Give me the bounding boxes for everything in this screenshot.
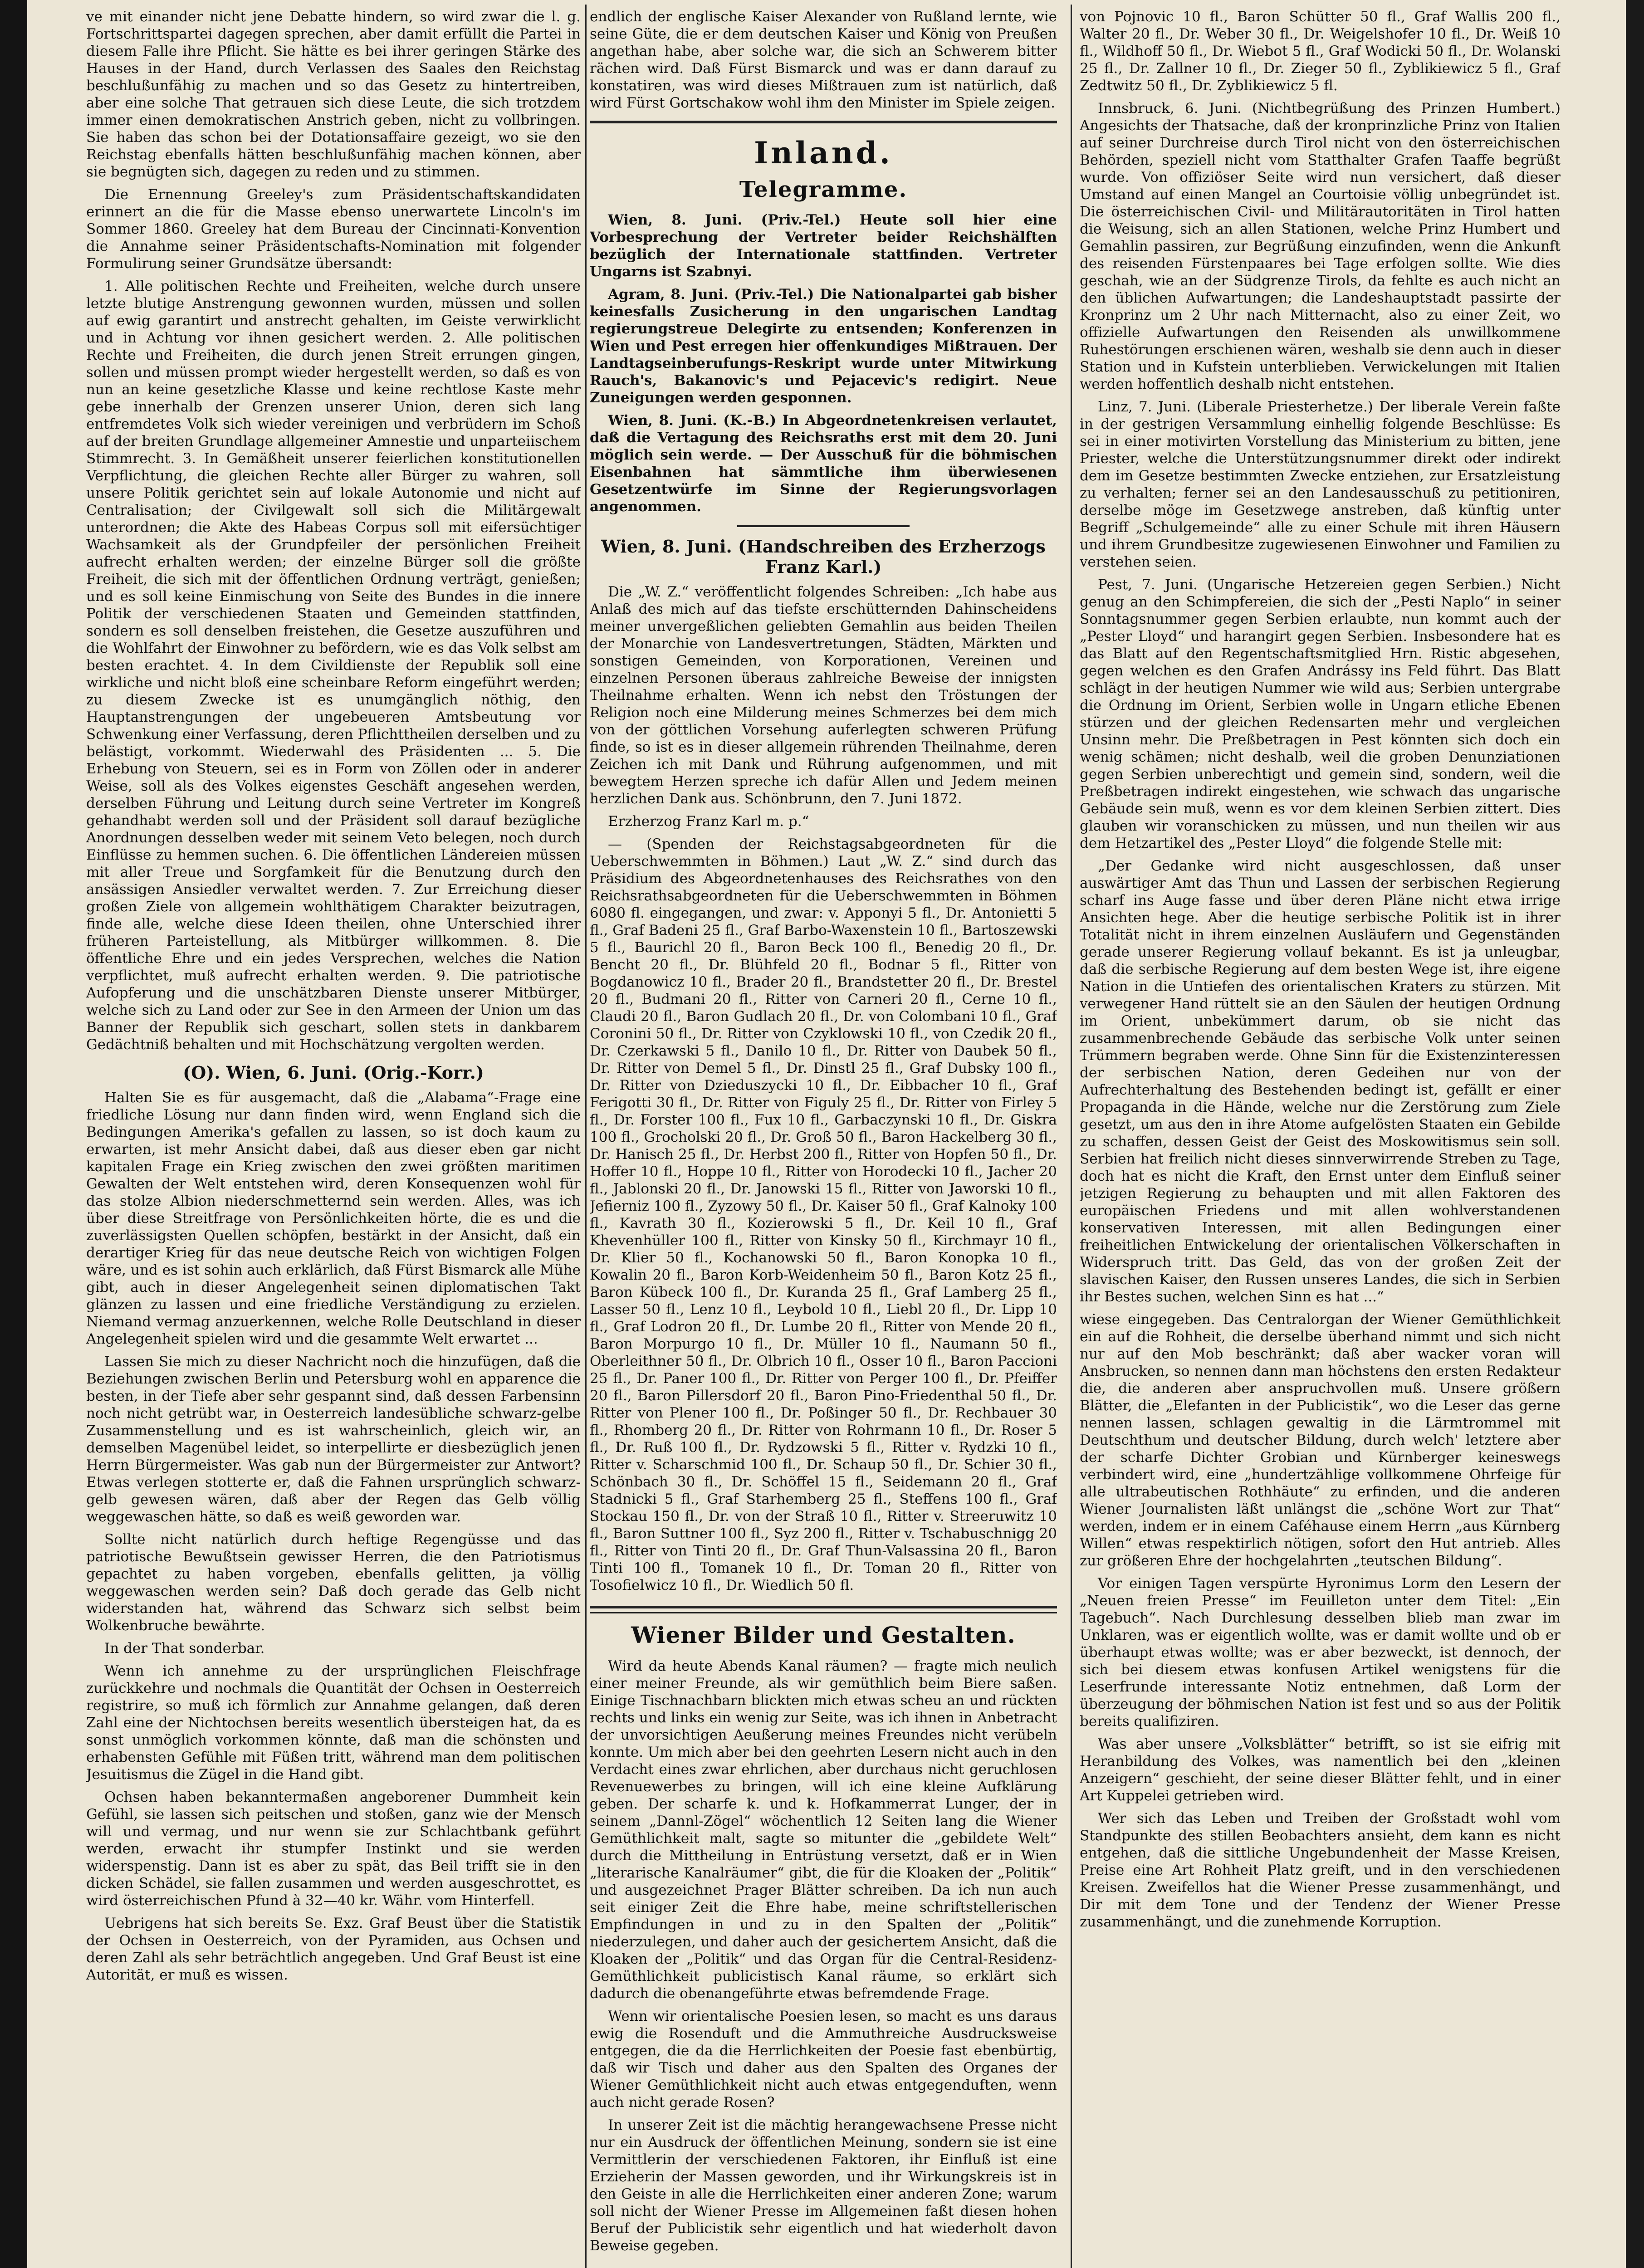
telegrams-heading: Telegramme.	[739, 177, 908, 202]
feuilleton-continuation-3: Was aber unsere „Volksblätter“ betrifft, so ist sie eifrig mit Heranbildung des Volkes, was namentlich bei den „kleinen Anzeigern“ geschieht, der seine dieser Blätter fehlt, und in einer Art Kuppelei getrieben wird.	[1080, 1736, 1561, 1804]
spenden-list: — (Spenden der Reichstagsabgeordneten für die Ueberschwemmten in Böhmen.) Laut „W. Z.“ sind durch das Präsidium des Abgeordnetenhauses des Reichsrathes von den Reichsrathsabgeordneten für die Ueberschwemmten in Böhmen 6080 fl. eingegangen, und zwar: v. Apponyi 5 fl., Dr. Antonietti 5 fl., Graf Badeni 25 fl., Graf Barbo-Waxenstein 10 fl., Bartoszewski 5 fl., Baurichl 20 fl., Baron Beck 100 fl., Benedig 20 fl., Dr. Bencht 20 fl., Dr. Blühfeld 20 fl., Bodnar 5 fl., Ritter von Bogdanowicz 10 fl., Brader 20 fl., Brandstetter 20 fl., Dr. Brestel 20 fl., Budmani 20 fl., Ritter von Carneri 20 fl., Cerne 10 fl., Claudi 20 fl., Baron Gudlach 20 fl., Dr. von Colombani 10 fl., Graf Coronini 50 fl., Dr. Ritter von Czyklowski 10 fl., von Czedik 20 fl., Dr. Czerkawski 5 fl., Danilo 10 fl., Dr. Ritter von Daubek 50 fl., Dr. Ritter von Demel 5 fl., Dr. Dinstl 25 fl., Graf Dubsky 100 fl., Dr. Ritter von Dzieduszycki 10 fl., Dr. Eibbacher 10 fl., Graf Ferigotti 30 fl., Dr. Ritter von Figuly 25 fl., Dr. Ritter von Firley 5 fl., Dr. Forster 100 fl., Fux 10 fl., Garbaczynski 10 fl., Dr. Giskra 100 fl., Grocholski 20 fl., Dr. Groß 50 fl., Baron Hackelberg 30 fl., Dr. Hanisch 25 fl., Dr. Herbst 200 fl., Ritter von Hopfen 50 fl., Dr. Hoffer 10 fl., Hoppe 10 fl., Ritter von Horodecki 10 fl., Jacher 20 fl., Jablonski 20 fl., Dr. Janowski 15 fl., Ritter von Jaworski 10 fl., Jefierniz 100 fl., Zyzowy 50 fl., Dr. Kaiser 50 fl., Graf Kalnoky 100 fl., Kavrath 30 fl., Kozierowski 5 fl., Dr. Keil 10 fl., Graf Khevenhüller 100 fl., Ritter von Kinsky 50 fl., Kirchmayr 10 fl., Dr. Klier 50 fl., Kochanowski 50 fl., Baron Konopka 10 fl., Kowalin 20 fl., Baron Korb-Weidenheim 50 fl., Baron Kotz 25 fl., Baron Kübeck 100 fl., Dr. Kuranda 25 fl., Graf Lamberg 25 fl., Lasser 50 fl., Lenz 10 fl., Leybold 10 fl., Liebl 20 fl., Dr. Lipp 10 fl., Graf Lodron 20 fl., Dr. Lumbe 20 fl., Ritter von Mende 20 fl., Baron Morpurgo 10 fl., Dr. Müller 10 fl., Naumann 50 fl., Oberleithner 50 fl., Dr. Olbrich 10 fl., Osser 10 fl., Baron Paccioni 25 fl., Dr. Paner 100 fl., Dr. Ritter von Perger 100 fl., Dr. Pfeiffer 20 fl., Baron Pillersdorf 20 fl., Baron Pino-Friedenthal 50 fl., Dr. Ritter von Plener 100 fl., Dr. Poßinger 50 fl., Dr. Rechbauer 30 fl., Rhomberg 20 fl., Dr. Ritter von Rohrmann 10 fl., Dr. Roser 5 fl., Dr. Ruß 100 fl., Dr. Rydzowski 5 fl., Ritter v. Rydzki 10 fl., Ritter v. Scharschmid 100 fl., Dr. Schaup 50 fl., Dr. Schier 30 fl., Schönbach 30 fl., Dr. Schöffel 15 fl., Seidemann 20 fl., Graf Stadnicki 5 fl., Graf Starhemberg 25 fl., Steffens 100 fl., Graf Stockau 150 fl., Dr. von der Straß 10 fl., Ritter v. Streeruwitz 10 fl., Baron Suttner 100 fl., Syz 200 fl., Ritter v. Tschabuschnigg 20 fl., Ritter von Tinti 20 fl., Dr. Graf Thun-Valsassina 20 fl., Baron Tinti 100 fl., Tomanek 10 fl., Dr. Toman 20 fl., Ritter von Tosofielwicz 10 fl., Dr. Wiedlich 50 fl.	[590, 836, 1057, 1593]
column-3	[1080, 8, 1561, 2268]
innsbruck-article: Innsbruck, 6. Juni. (Nichtbegrüßung des Prinzen Humbert.) Angesichts der Thatsache, daß der kronprinzliche Prinz von Italien auf seiner Durchreise durch Tirol nicht von den österreichischen Behörden, speziell nicht vom Statthalter Grafen Taaffe begrüßt wurde. Von offiziöser Seite wird nun versichert, daß dieser Umstand auf einen Mangel an Courtoisie völlig unbegründet ist. Die österreichischen Civil- und Militärautoritäten in Tirol hatten die Weisung, sich an allen Stationen, welche Prinz Humbert und Gemahlin passiren, zur Begrüßung einzufinden, wenn die Ankunft des reisenden Fürstenpaares bei Tage erfolgen sollte. Wie dies geschah, wie an der Südgrenze Tirols, da fehlte es auch nicht an den üblichen Aufwartungen; die Landeshauptstadt passirte der Kronprinz um 2 Uhr nach Mitternacht, also zu einer Zeit, wo offizielle Aufwartungen den Reisenden als unwillkommene Ruhestörungen erschienen wären, weshalb sie denn auch in dieser Station und in Kufstein unterblieben. Verwickelungen mit Italien werden hoffentlich deshalb nicht entstehen.	[1080, 100, 1561, 392]
pester-lloyd-quote: „Der Gedanke wird nicht ausgeschlossen, daß unser auswärtiger Amt das Thun und Lassen der serbischen Regierung scharf ins Auge fasse und über deren Pläne nicht etwa irrige Ansichten hege. Aber die heutige serbische Politik ist in ihrer Totalität nicht in ihrem einzelnen Ausläufern und Gegenständen gerade unserer Regierung vollauf bekannt. Es ist ja unleugbar, daß die serbische Regierung auf dem besten Wege ist, ihre eigene Nation in die Untiefen des orientalischen Kraters zu stürzen. Mit verwegener Hand rüttelt sie an den Säulen der heutigen Ordnung im Orient, unbekümmert darum, ob sie nicht das zusammenbrechende Gebäude das serbische Volk unter seinen Trümmern begraben werde. Ohne Sinn für die Existenzinteressen der serbischen Nation, deren Gedeihen nur von der Aufrechterhaltung des Bestehenden bedingt ist, gefällt er einer Propaganda in die Hände, welche nur die Zerstörung zum Ziele gesetzt, um aus den in ihre Atome aufgelösten Staaten ein Gebilde zu schaffen, dessen Geist der Geist des Moskowitismus sein soll. Serbien hat freilich nicht dieses sinnverwirrende Streben zu Tage, doch hat es nicht die Kraft, den Ernst unter dem Einfluß seiner jetzigen Regierung zu behaupten und mit allen Faktoren des europäischen Friedens und mit allen wohlverstandenen konservativen Interessen, mit allen Bedingungen einer freiheitlichen Entwickelung der orientalischen Völkerschaften in Widerspruch tritt. Das Geld, das von der großen Zeit der slavischen Kaiser, den Russen unseres Landes, die sich in Serbien ihr Bestes suchen, welchen Sinn es hat ...“	[1080, 858, 1561, 1305]
feuilleton-paragraph-2: Wenn wir orientalische Poesien lesen, so macht es uns daraus ewig die Rosenduft und die Ammuthreiche Ausdrucksweise entgegen, die da die Herrlichkeiten der Poesie fast ebenbürtig, daß wir Tisch und daher aus den Spalten des Organes der Wiener Gemüthlichkeit nicht auch etwas entgegenduften, wenn auch nicht gerade Rosen?	[590, 2008, 1057, 2111]
greeley-paragraph: Die Ernennung Greeley's zum Präsidentschaftskandidaten erinnert an die für die Masse ebenso unerwartete Lincoln's im Sommer 1860. Greeley hat dem Bureau der Cincinnati-Konvention die Annahme seiner Präsidentschafts-Nomination mit folgender Formulirung seiner Grundsätze übersandt:	[86, 186, 581, 272]
section-rule	[590, 121, 1057, 123]
wien-paragraph-5: Wenn ich annehme zu der ursprünglichen Fleischfrage zurückkehre und nochmals die Quantität der Ochsen in Oesterreich registrire, so muß ich förmlich zur Annahme gelangen, daß deren Zahl eine der Nichtochsen bereits wesentlich übersteigen hat, da es sonst unmöglich vorkommen könnte, daß man die schönsten und erhabensten Gefühle mit Füßen tritt, während man dem politischen Jesuitismus die Zügel in die Hand gibt.	[86, 1663, 581, 1783]
wien-correspondence-heading: (O). Wien, 6. Juni. (Orig.-Korr.)	[183, 1062, 484, 1083]
col3-opening: von Pojnovic 10 fl., Baron Schütter 50 fl., Graf Wallis 200 fl., Walter 20 fl., Dr. Weber 30 fl., Dr. Weigelshofer 10 fl., Dr. Weiß 10 fl., Wildhoff 50 fl., Dr. Wiebot 5 fl., Graf Wodicki 50 fl., Dr. Wolanski 25 fl., Dr. Zallner 10 fl., Dr. Zieger 50 fl., Zyblikiewicz 5 fl., Graf Zedtwitz 50 fl., Dr. Zyblikiewicz 5 fl.	[1080, 9, 1561, 94]
feuilleton-title: Wiener Bilder und Gestalten.	[631, 1622, 1016, 1648]
feuilleton-paragraph-3: In unserer Zeit ist die mächtig herangewachsene Presse nicht nur ein Ausdruck der öffentlichen Meinung, sondern sie ist eine Vermittlerin der verschiedenen Faktoren, ihr Einfluß ist eine Erzieherin der Massen geworden, und ihr Wirkungskreis ist in den Geiste in alle die Herrlichkeiten einer anderen Zone; warum soll nicht der Wiener Presse im Allgemeinen faßt diesen hohen Beruf der Publicistik sehr eigentlich und hat wiederholt davon Beweise gegeben.	[590, 2117, 1057, 2254]
feuilleton-paragraph-1: Wird da heute Abends Kanal räumen? — fragte mich neulich einer meiner Freunde, als wir gemüthlich beim Biere saßen. Einige Tischnachbarn blickten mich etwas scheu an und rückten rechts und links ein wenig zur Seite, was ich ihnen in Anbetracht der unvorsichtigen Aeußerung meines Freundes nicht verübeln konnte. Um mich aber bei den geehrten Lesern nicht auch in den Verdacht eines zwar ehrlichen, aber durchaus nicht geruchlosen Revenuewerbes zu bringen, will ich eine kleine Aufklärung geben. Der scharfe k. und k. Hofkammerrat Lunger, der in seinem „Dannl-Zögel“ wöchentlich 12 Seiten lang die Wiener Gemüthlichkeit malt, sagte so mitunter die „gebildete Welt“ durch die Mittheilung in Entrüstung versetzt, daß er in Wien „literarische Kanalräumer“ gibt, die für die Kloaken der „Politik“ und ausgezeichnet Prager Blätter schreiben. Da ich nun auch seit einiger Zeit die Ehre habe, meine schriftstellerischen Empfindungen in und zu in den Spalten der „Politik“ niederzulegen, und daher auch der gesichertem Ansicht, daß die Kloaken der „Politik“ und das Organ für die Central-Residenz-Gemüthlichkeit publicistisch Kanal räume, so erklärt sich dadurch die obenangeführte etwas befremdende Frage.	[590, 1658, 1057, 2002]
scan-edge-right	[1626, 0, 1644, 2268]
wien-paragraph-1: Halten Sie es für ausgemacht, daß die „Alabama“-Frage eine friedliche Lösung nur dann finden wird, wenn England sich die Bedingungen Amerika's gefallen zu lassen, so ist doch kaum zu erwarten, ist mehr Ansicht dabei, daß aus dieser eben gar nicht kapitalen Frage ein Krieg zwischen den zwei größten maritimen Gewalten der Welt entstehen wird, deren Konsequenzen wohl für das stolze Albion niederschmetternd sein werden. Alles, was ich über diese Streitfrage von Persönlichkeiten hörte, die es und die zuverlässigsten Quellen schöpfen, bestärkt in der Ansicht, daß ein derartiger Krieg für das neue deutsche Reich von wichtigen Folgen wäre, und es ist sohin auch erklärlich, daß Fürst Bismarck alle Mühe gibt, auch in dieser Angelegenheit seinen diplomatischen Takt glänzen zu lassen und eine friedliche Verständigung zu erzielen. Niemand vermag anzuerkennen, welche Rolle Deutschland in dieser Angelegenheit spielen wird und die gesammte Welt erwartet ...	[86, 1090, 581, 1347]
wien-paragraph-4: In der That sonderbar.	[104, 1640, 265, 1657]
column-rule-1	[585, 5, 587, 2268]
column-2	[590, 8, 1057, 2268]
scan-edge-left	[0, 0, 27, 2268]
telegram-wien: Wien, 8. Juni. (Priv.-Tel.) Heute soll hier eine Vorbesprechung der Vertreter beider Reichshälften bezüglich der Internationale stattfinden. Vertreter Ungarns ist Szabnyi.	[590, 212, 1057, 280]
pest-article: Pest, 7. Juni. (Ungarische Hetzereien gegen Serbien.) Nicht genug an den Schimpfereien, die sich der „Pesti Naplo“ in seiner Sonntagsnummer gegen Serbien erlaubte, nun kommt auch der „Pester Lloyd“ und harangirt gegen Serbien. Insbesondere hat es das Blatt auf den Regentschaftsmitglied Hrn. Ristic abgesehen, gegen welchen es den Grafen Andrássy ins Feld führt. Das Blatt schlägt in der heutigen Nummer wie wild aus; Serbien untergrabe die Ordnung im Orient, Serbien wolle in Ungarn etliche Ebenen stürzen und der gleichen Redensarten mehr und vergleichen Unsinn mehr. Die Preßbetragen in Pest könnten sich doch ein wenig schämen; nicht deshalb, weil die groben Denunziationen gegen Serbien unberechtigt und gemein sind, sondern, weil die Preßbetragen indirekt eingestehen, wie schwach das ungarische Gebäude sein muß, wenn es vor dem kleinen Serbien zittert. Dies glauben wir voranschicken zu müssen, und nun theilen wir aus dem Hetzartikel des „Pester Lloyd“ die folgende Stelle mit:	[1080, 577, 1561, 851]
feuilleton-continuation-4: Wer sich das Leben und Treiben der Großstadt wohl vom Standpunkte des stillen Beobachters ansieht, dem kann es nicht entgehen, daß die sittliche Ungebundenheit der Masse Kreisen, Preise eine Art Rohheit Platz greift, und in den verschiedenen Kreisen. Zweifellos hat die Wiener Presse zusammenhängt, und Dir mit dem Tone und der Tendenz der Wiener Presse zusammenhängt, und die zunehmende Korruption.	[1080, 1810, 1561, 1930]
col1-opening: ve mit einander nicht jene Debatte hindern, so wird zwar die l. g. Fortschrittspartei dagegen sprechen, aber damit erfüllt die Partei in diesem Falle ihre Pflicht. Sie hätte es bei ihrer geringen Stärke des Hauses in der Hand, durch Verlassen des Saales den Reichstag beschlußunfähig zu machen und so das Gesetz zu hintertreiben, aber eine solche That getrauen sich diese Leute, die sich trotzdem immer einen demokratischen Anstrich geben, nicht zu vollbringen. Sie haben das schon bei der Dotationsaffaire gezeigt, wo sie den Reichstag ebenfalls hätten beschlußunfähig machen können, aber sie begnügten sich, dagegen zu reden und zu stimmen.	[86, 9, 581, 180]
wien-paragraph-2: Lassen Sie mich zu dieser Nachricht noch die hinzufügen, daß die Beziehungen zwischen Berlin und Petersburg wohl en apparence die besten, in der Tiefe aber sehr gespannt sind, daß dessen Farbensinn noch nicht getrübt war, in Oesterreich landesübliche schwarz-gelbe Zusammenstellung und es ist wahrscheinlich, gleich wir, an demselben Magenübel leidet, so interpellirte er diesbezüglich jenen Herrn Bürgermeister. Was gab nun der Bürgermeister zur Antwort? Etwas verlegen stotterte er, daß die Fahnen ursprünglich schwarz-gelb gewesen wären, daß aber der Regen das Gelb völlig weggewaschen hätte, so daß es weiß geworden war.	[86, 1354, 581, 1525]
telegram-wien-kb: Wien, 8. Juni. (K.-B.) In Abgeordnetenkreisen verlautet, daß die Vertagung des Reichsraths erst mit dem 20. Juni möglich sein werde. — Der Ausschuß für die böhmischen Eisenbahnen hat sämmtliche ihm überwiesenen Gesetzentwürfe im Sinne der Regierungsvorlagen angenommen.	[590, 412, 1057, 515]
section-heading-inland: Inland.	[754, 135, 893, 171]
wien-paragraph-7: Uebrigens hat sich bereits Se. Exz. Graf Beust über die Statistik der Ochsen in Oesterreich, von der Pyramiden, aus Ochsen und deren Zahl als sehr beträchtlich angegeben. Und Graf Beust ist eine Autorität, er muß es wissen.	[86, 1915, 581, 1983]
linz-article: Linz, 7. Juni. (Liberale Priesterhetze.) Der liberale Verein faßte in der gestrigen Versammlung einhellig folgende Beschlüsse: Es sei in einer motivirten Vorstellung das Ministerium zu bitten, jene Priester, welche die Unterstützungsnummer direkt oder indirekt dem im Gesetze bestimmten Zwecke entziehen, zur Ersatzleistung zu verhalten; ferner sei an den Landesausschuß zu petitioniren, derselbe möge im Gesetzwege anstreben, daß künftig unter Begriff „Schulgemeinde“ alle zu einer Schule mit ihren Häusern und ihrem Grundbesitze zugewiesenen Einwohner und Familien zu verstehen seien.	[1080, 399, 1561, 570]
greeley-platform: 1. Alle politischen Rechte und Freiheiten, welche durch unsere letzte blutige Anstrengung gewonnen wurden, müssen und sollen auf ewig garantirt und anstrecht gehalten, im Geiste verwirklicht und in Achtung vor ihnen gesichert werden. 2. Alle politischen Rechte und Freiheiten, die durch jenen Streit errungen gingen, sollen und müssen prompt wieder hergestellt werden, so daß es von nun an keine gesetzliche Klasse und keine rechtlose Kaste mehr gebe innerhalb der Grenzen unserer Union, deren sich lang entfremdetes Volk sich wieder vereinigen und verbrüdern im Schoß auf der breiten Grundlage allgemeiner Amnestie und unparteiischem Stimmrecht. 3. In Gemäßheit unserer feierlichen konstitutionellen Verpflichtung, die gleichen Rechte aller Bürger zu wahren, soll unsere Politik gerichtet sein auf lokale Autonomie und nicht auf Centralisation; der Civilgewalt soll sich die Militärgewalt unterordnen; die Akte des Habeas Corpus soll mit eifersüchtiger Wachsamkeit als der Grundpfeiler der persönlichen Freiheit aufrecht erhalten werden; der einzelne Bürger soll die größte Freiheit, die sich mit der öffentlichen Ordnung verträgt, genießen; und es soll keine Einmischung von Seite des Bundes in die innere Politik der verschiedenen Staaten und Gemeinden stattfinden, sondern es soll denselben freistehen, die Gesetze auszuführen und die Wohlfahrt der Einwohner zu befördern, wie es das Volk selbst am besten erachtet. 4. In dem Civildienste der Republik soll eine wirkliche und nicht bloß eine scheinbare Reform eingeführt werden; zu diesem Zwecke ist es unumgänglich nöthig, den Hauptanstrengungen der ungebeueren Amtsbeutung vor Schwenkung einer Verfassung, deren Pflichttheilen derselben und zu belästigt, vorkommt. Wiederwahl des Präsidenten ... 5. Die Erhebung von Steuern, sei es in Form von Zöllen oder in anderer Weise, soll als des Volkes eigenstes Geschäft angesehen werden, derselben Führung und Leitung durch seine Vertreter im Kongreß gehandhabt werden soll und der Präsident soll darauf bezügliche Anordnungen desselben weder mit seinem Veto belegen, noch durch Einflüsse zu hemmen suchen. 6. Die öffentlichen Ländereien müssen mit aller Treue und Sorgfamkeit für die Benutzung durch den ansässigen Ansiedler verwaltet werden. 7. Zur Erreichung dieser großen Ziele von allgemein wohlthätigem Charakter beizutragen, finde alle, welche diese Ideen theilen, ohne Unterschied ihrer früheren Parteistellung, als Mitbürger willkommen. 8. Die öffentliche Ehre und ein jedes Versprechen, welches die Nation verpflichtet, muß aufrecht erhalten werden. 9. Die patriotische Aufopferung und die unschätzbaren Dienste unserer Mitbürger, welche sich zu Land oder zur See in den Armeen der Union um das Banner der Republik sich geschart, sollen stets in dankbarem Gedächtniß behalten und mit Hochschätzung vergolten werden.	[86, 278, 581, 1053]
column-rule-2	[1071, 5, 1072, 2268]
wien-paragraph-6: Ochsen haben bekanntermaßen angeborener Dummheit kein Gefühl, sie lassen sich peitschen und stoßen, ganz wie der Mensch will und vermag, und nur wenn sie zur Schlachtbank geführt werden, erwacht ihr stumpfer Instinkt und sie werden widerspenstig. Dann ist es aber zu spät, das Beil trifft sie in den dicken Schädel, sie fallen zusammen und werden ausgeschrottet, es wird österreichischen Pfund à 32—40 kr. Währ. vom Hinterfell.	[86, 1789, 581, 1909]
telegram-agram: Agram, 8. Juni. (Priv.-Tel.) Die Nationalpartei gab bisher keinesfalls Zusicherung in den ungarischen Landtag regierungstreue Delegirte zu entsenden; Konferenzen in Wien und Pest erregen hier offenkundiges Mißtrauen. Der Landtagseinberufungs-Reskript wurde unter Mitwirkung Rauch's, Bakanovic's und Pejacevic's redigirt. Neue Zuneigungen werden gesponnen.	[590, 286, 1057, 406]
short-divider	[737, 525, 910, 527]
feuilleton-continuation-1: wiese eingegeben. Das Centralorgan der Wiener Gemüthlichkeit ein auf die Rohheit, die derselbe überhand nimmt und sich nicht nur auf den Mob beschränkt; daß aber wacker voran will Ansbrucken, so nennen dann man höchstens den ersten Redakteur die, die anderen aber anspruchvollen muß. Unsere größern Blätter, die „Elefanten in der Publicistik“, wo die Leser das gerne nennen lassen, schlagen gewaltig in die Lärmtrommel mit Deutschthum und deutscher Bildung, durch welch' letztere aber der scharfe Dichter Grobian und Kürnberger keineswegs verbindert wird, eine „hundertzählige vollkommene Ohrfeige für alle ultrabeutischen Rothhäute“ zu erfinden, und die anderen Wiener Journalisten läßt unlängst die „schöne Wort zur That“ werden, indem er in einem Caféhause einem Herrn „aus Kürnberg Willen“ etwas respektirlich nötigen, sofort den Hut antrieb. Alles zur größeren Ehre der hochgelahrten „teutschen Bildung“.	[1080, 1311, 1561, 1569]
wien-paragraph-3: Sollte nicht natürlich durch heftige Regengüsse und das patriotische Bewußtsein gewisser Herren, die den Patriotismus gepachtet zu haben vorgeben, ebenfalls gelitten, ja völlig weggewaschen werden sein? Daß doch gerade das Gelb nicht widerstanden hat, während das Schwarz sich selbst beim Wolkenbruche bewährte.	[86, 1531, 581, 1634]
feuilleton-continuation-2: Vor einigen Tagen verspürte Hyronimus Lorm den Lesern der „Neuen freien Presse“ im Feuilleton unter dem Titel: „Ein Tagebuch“. Nach Durchlesung desselben blieb man zwar im Unklaren, was er eigentlich wollte, was er damit wollte und ob er überhaupt etwas wollte; was er aber bezweckt, ist dennoch, der sich bei diesem etwas konfusen Artikel wenigstens für die Leserfrunde interessante Notiz entnehmen, daß Lorm der überzeugung der böhmischen Nation ist fest und so aus der Politik bereits qualifiziren.	[1080, 1575, 1561, 1730]
col2-opening: endlich der englische Kaiser Alexander von Rußland lernte, wie seine Güte, die er dem deutschen Kaiser und König von Preußen angethan habe, aber solche war, die sich an Schwerem bitter rächen wird. Daß Fürst Bismarck und was er dann darauf zu konstatiren, was wird dieses Mißtrauen zum ist natürlich, daß wird Fürst Gortschakow wohl ihm den Minister im Spiele zeigen.	[590, 9, 1057, 111]
column-1	[86, 8, 581, 2268]
handschreiben-signature: Erzherzog Franz Karl m. p.“	[608, 813, 809, 830]
feuilleton-rule	[590, 1606, 1057, 1613]
handschreiben-heading: Wien, 8. Juni. (Handschreiben des Erzherzogs Franz Karl.)	[601, 536, 1046, 577]
handschreiben-text: Die „W. Z.“ veröffentlicht folgendes Schreiben: „Ich habe aus Anlaß des mich auf das tiefste erschütternden Dahinscheidens meiner unvergeßlichen geliebten Gemahlin aus beiden Theilen der Monarchie von Landesvertretungen, Städten, Märkten und sonstigen Gemeinden, von Korporationen, Vereinen und einzelnen Personen überaus zahlreiche Beweise der innigsten Theilnahme erhalten. Wenn ich nebst den Tröstungen der Religion noch eine Milderung meines Schmerzes bei dem mich von der göttlichen Vorsehung auferlegten schweren Prüfung finde, so ist es in dieser allgemein rührenden Theilnahme, deren Zeichen ich mit Dank und Rührung aufgenommen, und mit bewegtem Herzen spreche ich dafür Allen und Jedem meinen herzlichen Dank aus. Schönbrunn, den 7. Juni 1872.	[590, 584, 1057, 807]
